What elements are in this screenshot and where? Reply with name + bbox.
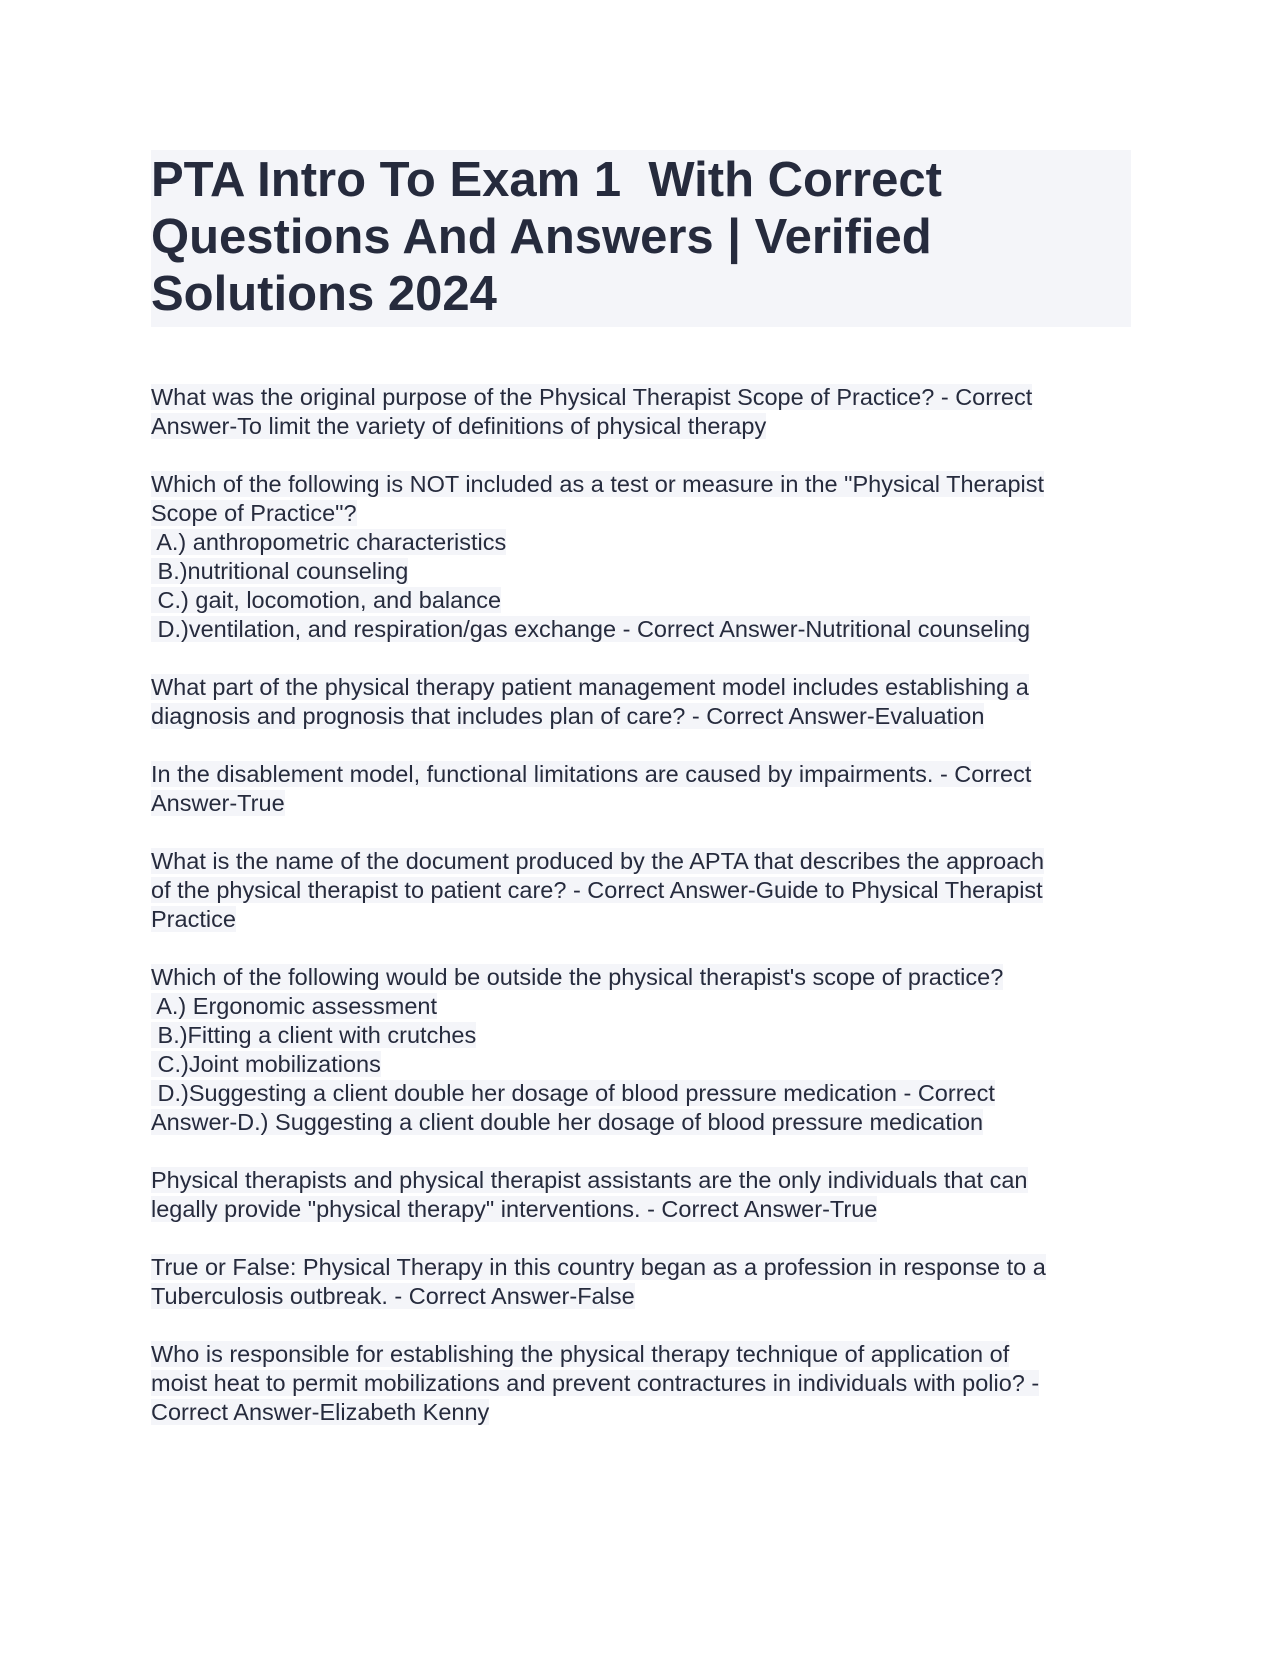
title-line: PTA Intro To Exam 1 With Correct bbox=[151, 153, 942, 207]
text-line bbox=[151, 1340, 1131, 1369]
text-line bbox=[151, 1021, 1131, 1050]
text-line-content: diagnosis and prognosis that includes plan of care? - Correct Answer-Evaluation bbox=[151, 703, 985, 729]
question-answer-item bbox=[151, 470, 1131, 644]
text-line-content: In the disablement model, functional limitations are caused by impairments. - Correct bbox=[151, 761, 1032, 787]
question-answer-item bbox=[151, 1340, 1131, 1427]
text-line bbox=[151, 1253, 1131, 1282]
text-line-content: Answer-True bbox=[151, 790, 285, 816]
text-line bbox=[151, 1282, 1131, 1311]
text-line bbox=[151, 470, 1131, 499]
text-line bbox=[151, 905, 1131, 934]
text-line bbox=[151, 1166, 1131, 1195]
question-answer-item bbox=[151, 1253, 1131, 1311]
text-line bbox=[151, 528, 1131, 557]
text-line-content: B.)nutritional counseling bbox=[151, 558, 409, 584]
title-line: Questions And Answers | Verified bbox=[151, 210, 932, 264]
text-line bbox=[151, 1398, 1131, 1427]
text-line-content: Correct Answer-Elizabeth Kenny bbox=[151, 1399, 490, 1425]
text-line bbox=[151, 789, 1131, 818]
text-line bbox=[151, 499, 1131, 528]
question-answer-item bbox=[151, 1166, 1131, 1224]
text-line-content: A.) anthropometric characteristics bbox=[151, 529, 507, 555]
question-answer-item bbox=[151, 760, 1131, 818]
text-line-content: Answer-To limit the variety of definitions of physical therapy bbox=[151, 413, 767, 439]
text-line bbox=[151, 383, 1131, 412]
text-line-content: Answer-D.) Suggesting a client double her dosage of blood pressure medication bbox=[151, 1109, 984, 1135]
text-line-content: of the physical therapist to patient care? - Correct Answer-Guide to Physical Therapist bbox=[151, 877, 1043, 903]
text-line-content: What part of the physical therapy patient management model includes establishing a bbox=[151, 674, 1029, 700]
text-line-content: Tuberculosis outbreak. - Correct Answer-False bbox=[151, 1283, 635, 1309]
text-line bbox=[151, 673, 1131, 702]
text-line-content: moist heat to permit mobilizations and prevent contractures in individuals with polio? - bbox=[151, 1370, 1040, 1396]
text-line-content: D.)Suggesting a client double her dosage of blood pressure medication - Correct bbox=[151, 1080, 995, 1106]
text-line bbox=[151, 847, 1131, 876]
text-line bbox=[151, 1195, 1131, 1224]
text-line-content: C.) gait, locomotion, and balance bbox=[151, 587, 502, 613]
text-line-content: Practice bbox=[151, 906, 236, 932]
question-answer-item bbox=[151, 673, 1131, 731]
text-line-content: D.)ventilation, and respiration/gas exchange - Correct Answer-Nutritional counseling bbox=[151, 616, 1031, 642]
text-line-content: C.)Joint mobilizations bbox=[151, 1051, 381, 1077]
text-line bbox=[151, 1369, 1131, 1398]
text-line bbox=[151, 557, 1131, 586]
text-line-content: Which of the following is NOT included as a test or measure in the "Physical Therapist bbox=[151, 471, 1045, 497]
text-line-content: True or False: Physical Therapy in this country began as a profession in response to a bbox=[151, 1254, 1046, 1280]
question-answer-item bbox=[151, 383, 1131, 441]
text-line-content: Scope of Practice"? bbox=[151, 500, 357, 526]
text-line bbox=[151, 412, 1131, 441]
question-answer-item bbox=[151, 963, 1131, 1137]
document-page bbox=[151, 150, 1131, 1456]
text-line-content: legally provide "physical therapy" interventions. - Correct Answer-True bbox=[151, 1196, 878, 1222]
text-line bbox=[151, 1050, 1131, 1079]
text-line bbox=[151, 702, 1131, 731]
text-line-content: B.)Fitting a client with crutches bbox=[151, 1022, 477, 1048]
question-answer-item bbox=[151, 847, 1131, 934]
text-line bbox=[151, 1079, 1131, 1108]
text-line bbox=[151, 1108, 1131, 1137]
text-line bbox=[151, 876, 1131, 905]
text-line bbox=[151, 586, 1131, 615]
text-line-content: Who is responsible for establishing the physical therapy technique of application of bbox=[151, 1341, 1010, 1367]
title-line: Solutions 2024 bbox=[151, 267, 497, 321]
question-answer-list bbox=[151, 383, 1131, 1427]
text-line bbox=[151, 963, 1131, 992]
text-line-content: What is the name of the document produced by the APTA that describes the approach bbox=[151, 848, 1045, 874]
text-line bbox=[151, 992, 1131, 1021]
text-line-content: What was the original purpose of the Physical Therapist Scope of Practice? - Correct bbox=[151, 384, 1033, 410]
document-title bbox=[151, 152, 1131, 323]
title-block bbox=[151, 150, 1131, 327]
text-line bbox=[151, 760, 1131, 789]
text-line-content: A.) Ergonomic assessment bbox=[151, 993, 438, 1019]
text-line-content: Which of the following would be outside the physical therapist's scope of practice? bbox=[151, 964, 1004, 990]
text-line-content: Physical therapists and physical therapist assistants are the only individuals that can bbox=[151, 1167, 1028, 1193]
text-line bbox=[151, 615, 1131, 644]
